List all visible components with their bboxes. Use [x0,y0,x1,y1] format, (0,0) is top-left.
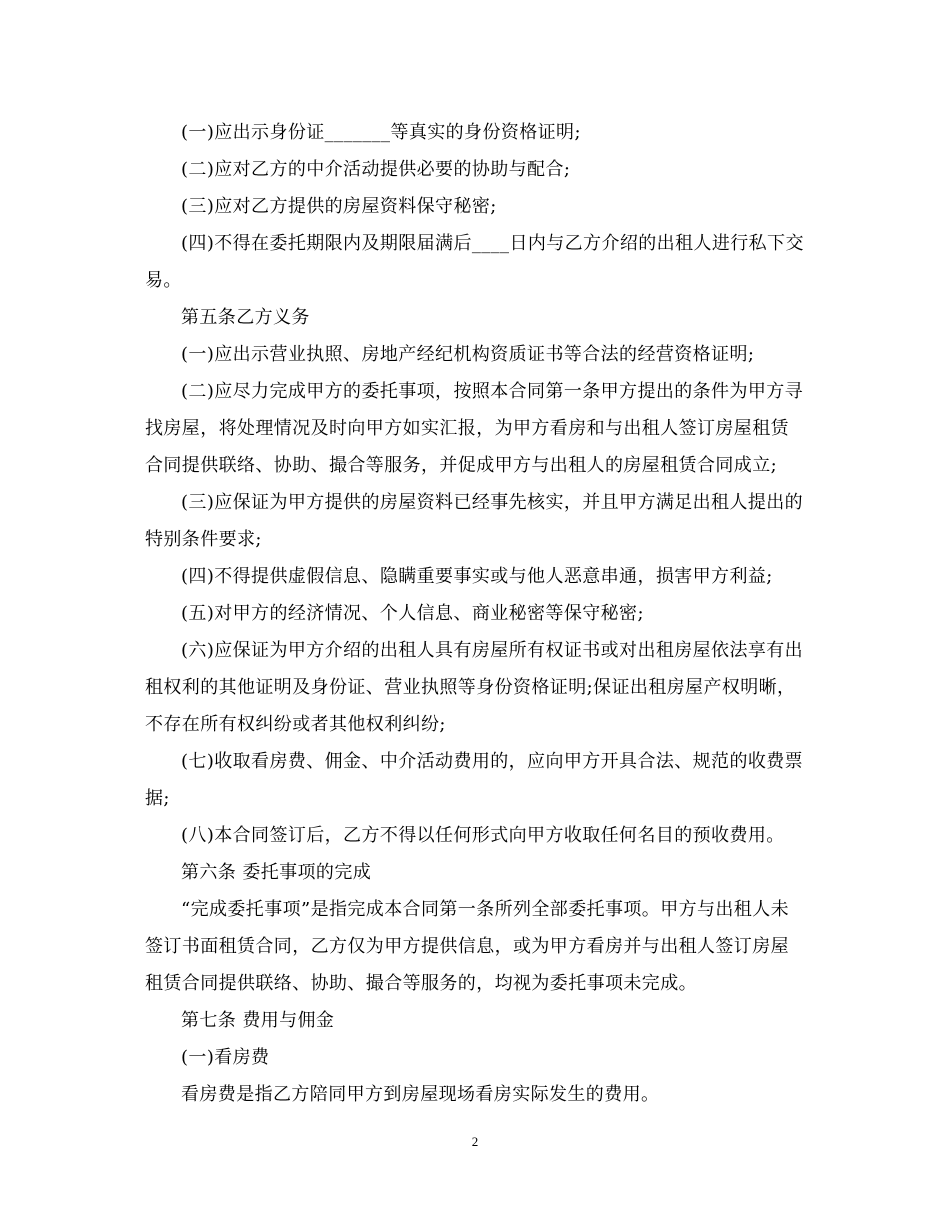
paragraph: (二)应尽力完成甲方的委托事项，按照本合同第一条甲方提出的条件为甲方寻找房屋，将处理情况及时向甲方如实汇报，为甲方看房和与出租人签订房屋租赁合同提供联络、协助、撮合等服务，并促成甲方与出租人的房屋租赁合同成立; [145,381,804,476]
document-body [145,114,805,1113]
section-heading: 第五条乙方义务 [181,307,310,328]
page-number: 2 [471,1134,479,1149]
paragraph: (七)收取看房费、佣金、中介活动费用的，应向甲方开具合法、规范的收费票据; [145,751,804,809]
paragraph: (一)看房费 [181,1047,270,1068]
paragraph: (六)应保证为甲方介绍的出租人具有房屋所有权证书或对出租房屋依法享有出租权利的其他证明及身份证、营业执照等身份资格证明;保证出租房屋产权明晰，不存在所有权纠纷或者其他权利纠纷; [145,640,804,735]
section-heading: 第七条 费用与佣金 [181,1010,335,1031]
paragraph: (一)应出示营业执照、房地产经纪机构资质证书等合法的经营资格证明; [181,344,755,365]
paragraph: (三)应保证为甲方提供的房屋资料已经事先核实，并且甲方满足出租人提出的特别条件要求; [145,492,804,550]
section-heading: 第六条 委托事项的完成 [181,862,372,883]
paragraph: (三)应对乙方提供的房屋资料保守秘密; [181,196,497,217]
paragraph: (五)对甲方的经济情况、个人信息、商业秘密等保守秘密; [181,603,644,624]
paragraph: (一)应出示身份证_______等真实的身份资格证明; [181,122,581,143]
paragraph: 看房费是指乙方陪同甲方到房屋现场看房实际发生的费用。 [181,1084,660,1105]
paragraph: (四)不得提供虚假信息、隐瞒重要事实或与他人恶意串通，损害甲方利益; [181,566,773,587]
paragraph: (八)本合同签订后，乙方不得以任何形式向甲方收取任何名目的预收费用。 [181,825,785,846]
paragraph: “完成委托事项”是指完成本合同第一条所列全部委托事项。甲方与出租人未签订书面租赁合同，乙方仅为甲方提供信息，或为甲方看房并与出租人签订房屋租赁合同提供联络、协助、撮合等服务的，均视为委托事项未完成。 [145,899,790,994]
paragraph: (四)不得在委托期限内及期限届满后____日内与乙方介绍的出租人进行私下交易。 [145,233,804,291]
paragraph: (二)应对乙方的中介活动提供必要的协助与配合; [181,159,571,180]
